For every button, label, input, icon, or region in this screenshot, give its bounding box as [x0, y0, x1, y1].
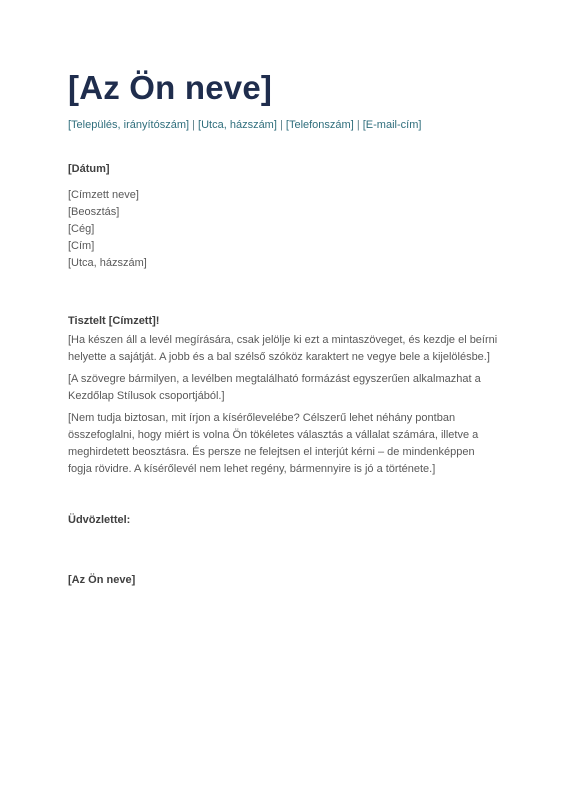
contact-city[interactable]: [Település, irányítószám] [68, 119, 190, 131]
body-paragraph-1[interactable]: [Ha készen áll a levél megírására, csak jelölje ki ezt a mintaszöveget, és kezdje el beírni helyette a sajátját. A jobb és a bal szélső szóköz karaktert ne vegye bele a kijelölésbe.] [68, 334, 498, 363]
salutation[interactable]: Tisztelt [Címzett]! [68, 315, 160, 327]
body-paragraph-3[interactable]: [Nem tudja biztosan, mit írjon a kísérőlevelébe? Célszerű lehet néhány pontban összefoglalni, hogy miért is volna Ön tökéletes választás a vállalat számára, illetve a meghirdetett beosztásra. És persze ne felejtsen el interjút kérni – de mindenképpen fogja rövidre. A kísérőlevél nem lehet regény, bármennyire is jó a története.] [68, 412, 479, 475]
contact-separator: | [279, 119, 283, 131]
contact-line [68, 117, 504, 133]
recipient-street[interactable]: [Utca, házszám] [68, 257, 147, 269]
recipient-block [68, 187, 504, 272]
contact-separator: | [356, 119, 360, 131]
recipient-company[interactable]: [Cég] [68, 223, 95, 235]
recipient-title[interactable]: [Beosztás] [68, 206, 120, 218]
body-paragraph-2[interactable]: [A szövegre bármilyen, a levélben megtalálható formázást egyszerűen alkalmazhat a Kezdőlap Stílusok csoportjából.] [68, 373, 481, 402]
signature-name[interactable]: [Az Ön neve] [68, 574, 136, 586]
recipient-name[interactable]: [Címzett neve] [68, 189, 139, 201]
contact-email[interactable]: [E-mail-cím] [362, 119, 422, 131]
contact-separator: | [192, 119, 195, 131]
recipient-address[interactable]: [Cím] [68, 240, 95, 252]
contact-phone[interactable]: [Telefonszám] [285, 119, 354, 131]
closing[interactable]: Üdvözlettel: [68, 514, 131, 526]
letter-date[interactable]: [Dátum] [68, 163, 110, 175]
sender-name[interactable]: [Az Ön neve] [68, 69, 273, 106]
contact-street[interactable]: [Utca, házszám] [198, 119, 277, 131]
